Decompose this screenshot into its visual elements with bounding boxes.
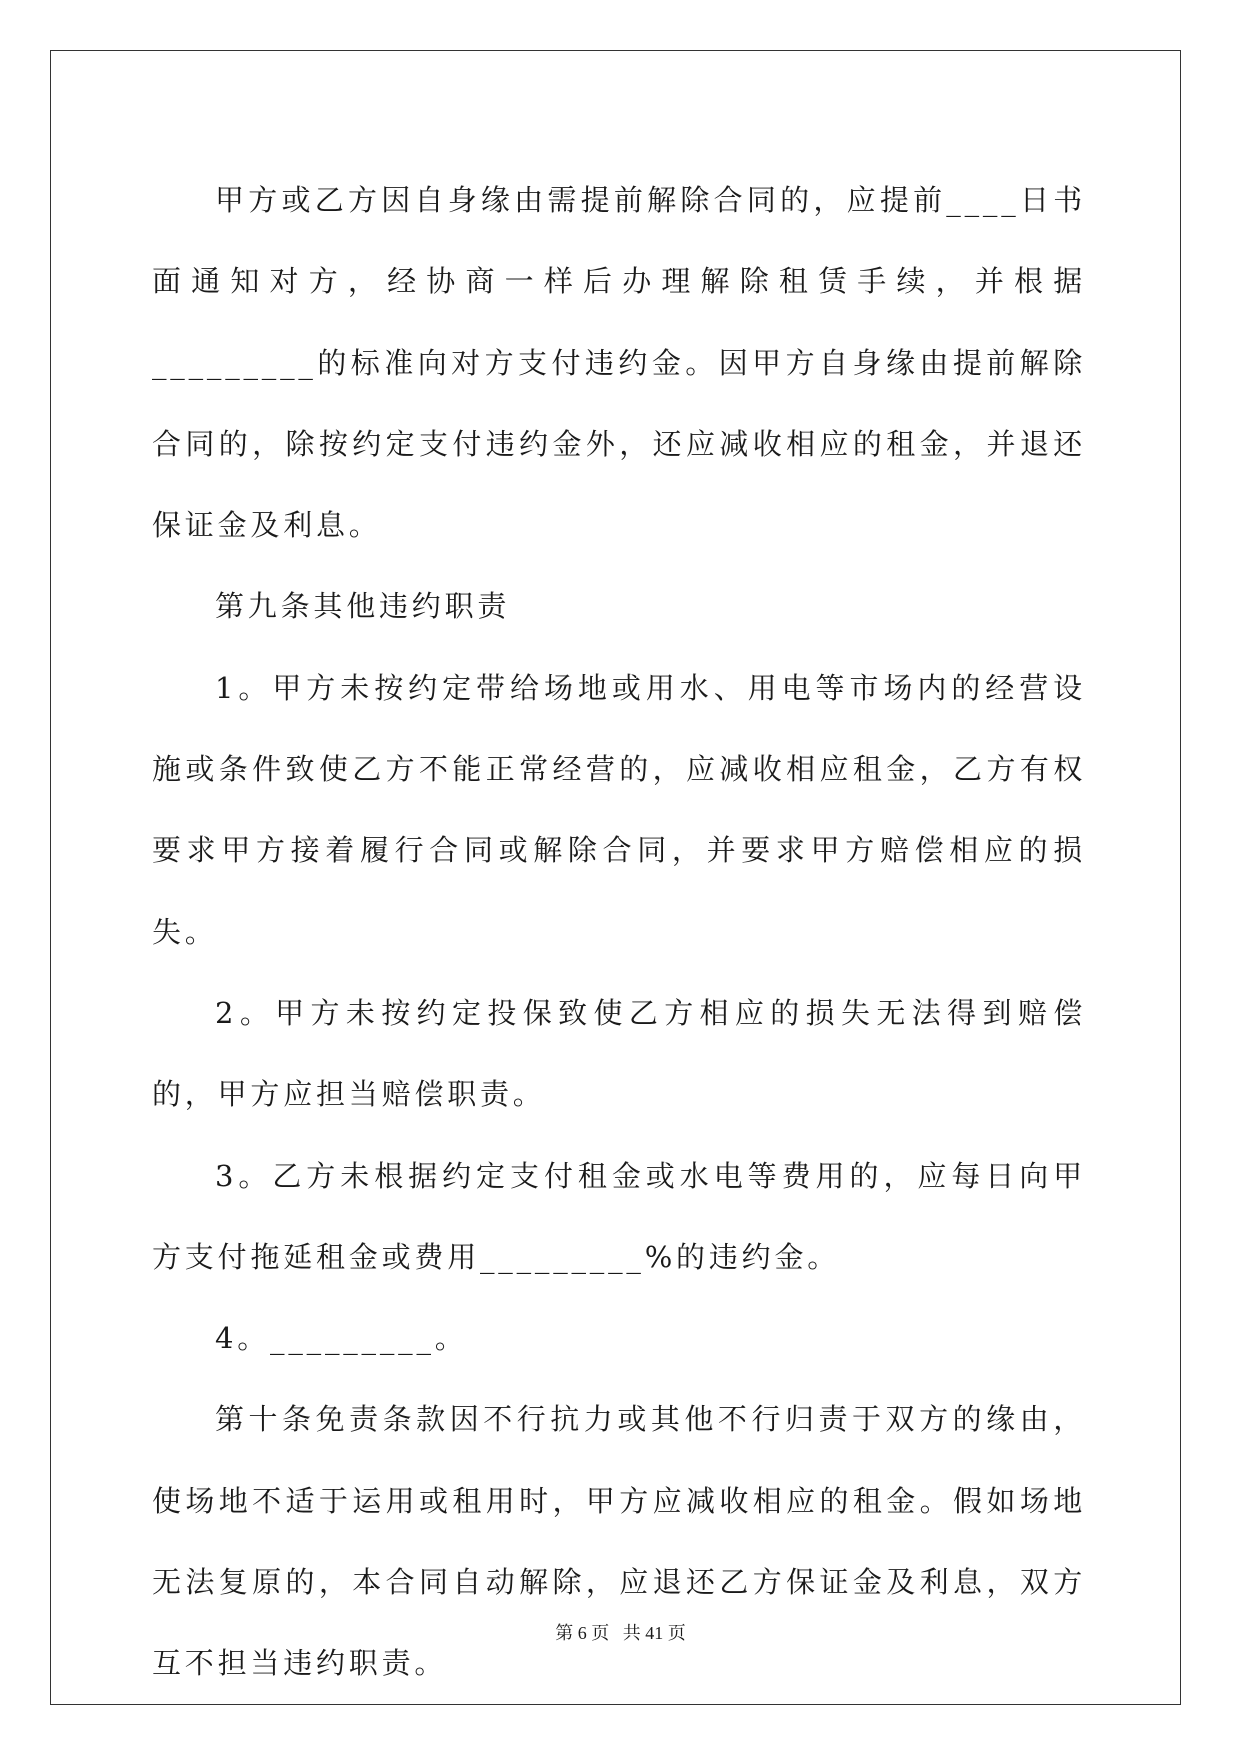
paragraph-early-termination: 甲方或乙方因自身缘由需提前解除合同的，应提前____日书面通知对方，经协商一样后办理解除租赁手续，并根据_________的标准向对方支付违约金。因甲方自身缘由提前解除合同的，除按约定支付违约金外，还应减收相应的租金，并退还保证金及利息。 — [152, 183, 1086, 543]
document-body — [152, 160, 1086, 1705]
clause-item-3: 3。乙方未根据约定支付租金或水电等费用的，应每日向甲方支付拖延租金或费用_________%的违约金。 — [152, 1158, 1086, 1274]
section-heading-article-9: 第九条其他违约职责 — [215, 589, 511, 624]
clause-item-1: 1。甲方未按约定带给场地或用水、用电等市场内的经营设施或条件致使乙方不能正常经营的，应减收相应租金，乙方有权要求甲方接着履行合同或解除合同，并要求甲方赔偿相应的损失。 — [152, 670, 1086, 949]
clause-item-2: 2。甲方未按约定投保致使乙方相应的损失无法得到赔偿的，甲方应担当赔偿职责。 — [152, 995, 1086, 1112]
page-number-footer: 第 6 页 共 41 页 — [555, 1623, 686, 1643]
clause-item-4: 4。_________。 — [215, 1321, 468, 1356]
paragraph-article-10: 第十条免责条款因不行抗力或其他不行归责于双方的缘由，使场地不适于运用或租用时，甲方应减收相应的租金。假如场地无法复原的，本合同自动解除，应退还乙方保证金及利息，双方互不担当违约职责。 — [152, 1402, 1086, 1681]
